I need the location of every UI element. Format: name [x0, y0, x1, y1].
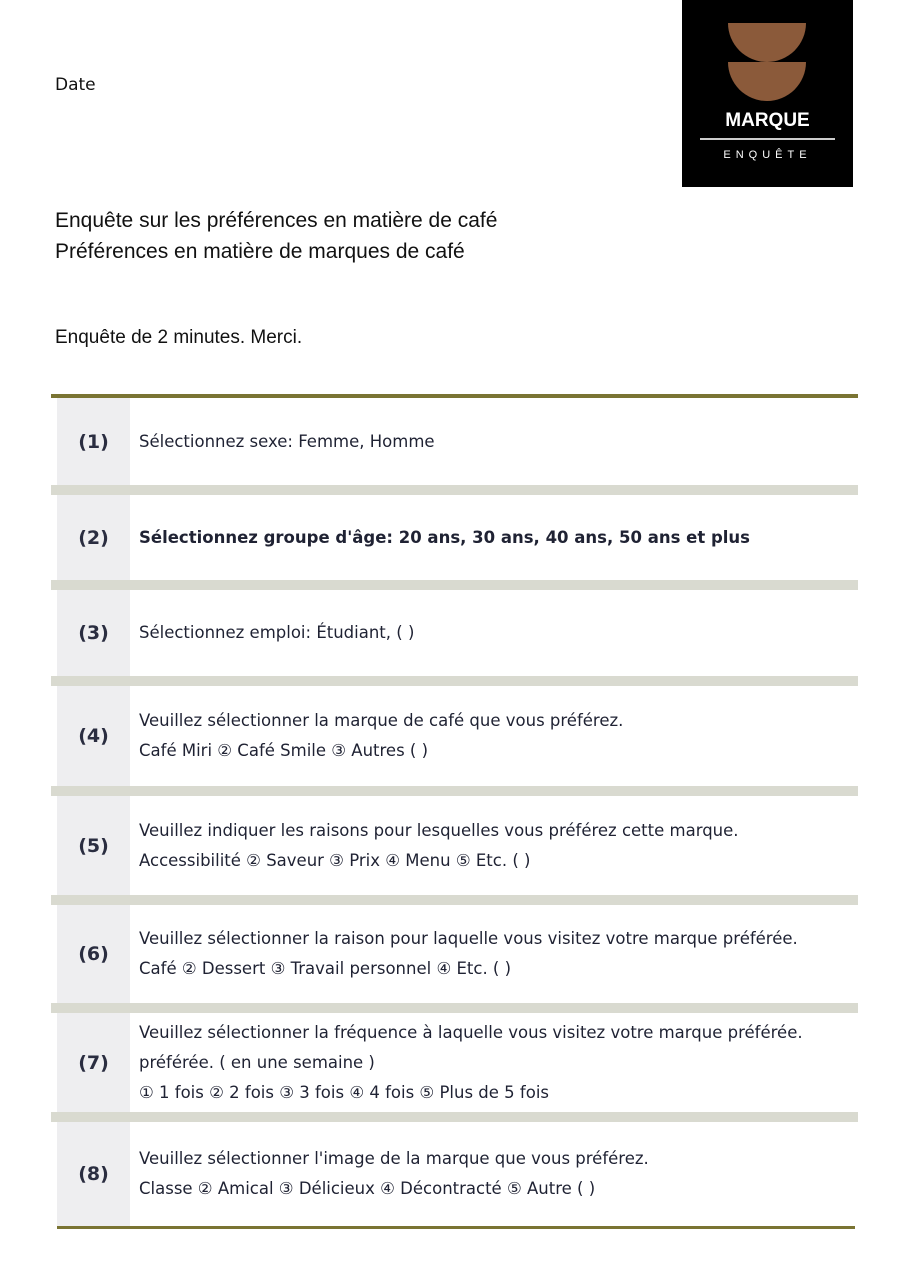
row-separator	[51, 1003, 858, 1013]
logo-name: MARQUE	[725, 110, 810, 131]
row-separator	[51, 580, 858, 590]
question-number: (3)	[57, 590, 130, 676]
question-row	[51, 495, 858, 580]
questions-table	[51, 394, 858, 1229]
row-separator	[51, 485, 858, 495]
question-number: (1)	[57, 398, 130, 485]
question-row	[51, 1013, 858, 1112]
question-text	[130, 398, 858, 485]
question-text	[130, 1013, 858, 1112]
question-number: (2)	[57, 495, 130, 580]
logo-cup-icon	[728, 62, 806, 101]
row-separator	[51, 895, 858, 905]
question-line: Café Miri ② Café Smile ③ Autres ( )	[139, 741, 429, 760]
question-line: Sélectionnez groupe d'âge: 20 ans, 30 ans, 40 ans, 50 ans et plus	[139, 527, 750, 547]
question-text	[130, 590, 858, 676]
question-line: ① 1 fois ② 2 fois ③ 3 fois ④ 4 fois ⑤ Plus de 5 fois	[139, 1082, 550, 1102]
question-row	[51, 1122, 858, 1226]
row-separator	[51, 786, 858, 796]
question-text	[130, 686, 858, 786]
question-line: préférée. ( en une semaine )	[139, 1052, 375, 1072]
intro-text: Enquête de 2 minutes. Merci.	[55, 327, 303, 348]
logo-divider	[700, 138, 835, 140]
question-line: Veuillez sélectionner l'image de la marque que vous préférez.	[139, 1149, 649, 1168]
question-text	[130, 905, 858, 1003]
question-number: (5)	[57, 796, 130, 895]
question-line: Sélectionnez sexe: Femme, Homme	[139, 431, 435, 451]
question-line: Veuillez sélectionner la marque de café que vous préférez.	[139, 711, 624, 730]
question-line: Classe ② Amical ③ Délicieux ④ Décontracté ⑤ Autre ( )	[139, 1179, 596, 1198]
row-separator	[51, 676, 858, 686]
question-line: Sélectionnez emploi: Étudiant, ( )	[139, 623, 415, 642]
title-line-1: Enquête sur les préférences en matière de café	[55, 209, 498, 232]
logo-subtitle: ENQUÊTE	[723, 149, 812, 161]
question-row	[51, 796, 858, 895]
table-bottom-rule	[57, 1226, 855, 1229]
question-number: (8)	[57, 1122, 130, 1226]
question-line: Veuillez sélectionner la fréquence à laquelle vous visitez votre marque préférée.	[139, 1022, 803, 1042]
title-line-2: Préférences en matière de marques de café	[55, 240, 465, 263]
question-line: Accessibilité ② Saveur ③ Prix ④ Menu ⑤ Etc. ( )	[139, 850, 531, 870]
question-line: Veuillez indiquer les raisons pour lesquelles vous préférez cette marque.	[139, 820, 739, 840]
logo-cup-icon	[728, 23, 806, 62]
question-row	[51, 398, 858, 485]
question-line: Café ② Dessert ③ Travail personnel ④ Etc. ( )	[139, 959, 512, 978]
question-number: (6)	[57, 905, 130, 1003]
question-text	[130, 796, 858, 895]
question-text	[130, 495, 858, 580]
row-separator	[51, 1112, 858, 1122]
question-row	[51, 590, 858, 676]
question-line: Veuillez sélectionner la raison pour laquelle vous visitez votre marque préférée.	[139, 929, 798, 948]
question-number: (7)	[57, 1013, 130, 1112]
date-label: Date	[55, 75, 96, 95]
question-number: (4)	[57, 686, 130, 786]
question-row	[51, 686, 858, 786]
question-text	[130, 1122, 858, 1226]
question-row	[51, 905, 858, 1003]
brand-logo	[682, 0, 853, 187]
